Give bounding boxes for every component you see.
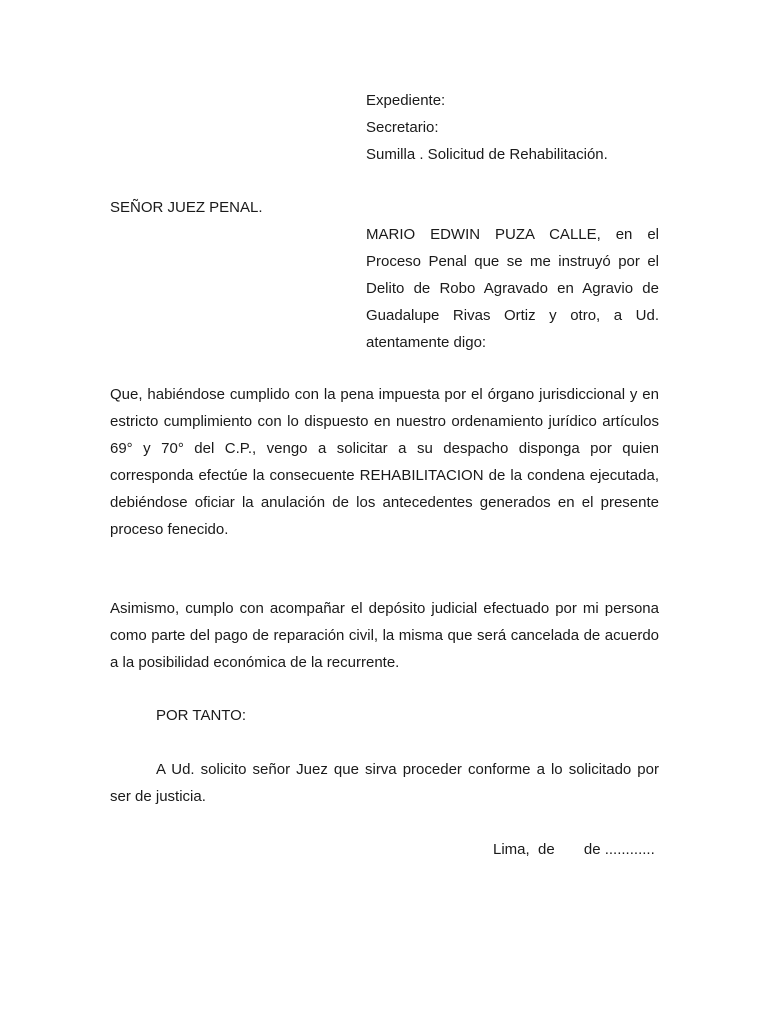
- addressee: SEÑOR JUEZ PENAL.: [110, 199, 263, 216]
- date-line: Lima, de de ............: [493, 841, 655, 858]
- expediente-label: Expediente:: [366, 92, 446, 109]
- petitioner-intro: MARIO EDWIN PUZA CALLE, en el Proceso Penal que se me instruyó por el Delito de Robo Agravado en Agravio de Guadalupe Rivas Ortiz y otro, a Ud. atentamente digo:: [366, 226, 659, 351]
- secretario-label: Secretario:: [366, 119, 439, 136]
- body-paragraph-rehabilitation: Que, habiéndose cumplido con la pena impuesta por el órgano jurisdiccional y en estricto cumplimiento con lo dispuesto en nuestro ordenamiento jurídico artículos 69° y 70° del C.P., vengo a solicitar a su despacho disponga por quien corresponda efectúe la consecuente REHABILITACION de la condena ejecutada, debiéndose oficiar la anulación de los antecedentes generados en el presente proceso fenecido.: [110, 386, 659, 538]
- sumilla-label: Sumilla . Solicitud de Rehabilitación.: [366, 146, 608, 163]
- body-paragraph-deposit: Asimismo, cumplo con acompañar el depósito judicial efectuado por mi persona como parte del pago de reparación civil, la misma que será cancelada de acuerdo a la posibilidad económica de la recurrente.: [110, 600, 659, 671]
- closing-request: A Ud. solicito señor Juez que sirva proceder conforme a lo solicitado por ser de justicia.: [110, 761, 659, 805]
- case-header: [366, 87, 666, 168]
- por-tanto-heading: POR TANTO:: [156, 707, 247, 724]
